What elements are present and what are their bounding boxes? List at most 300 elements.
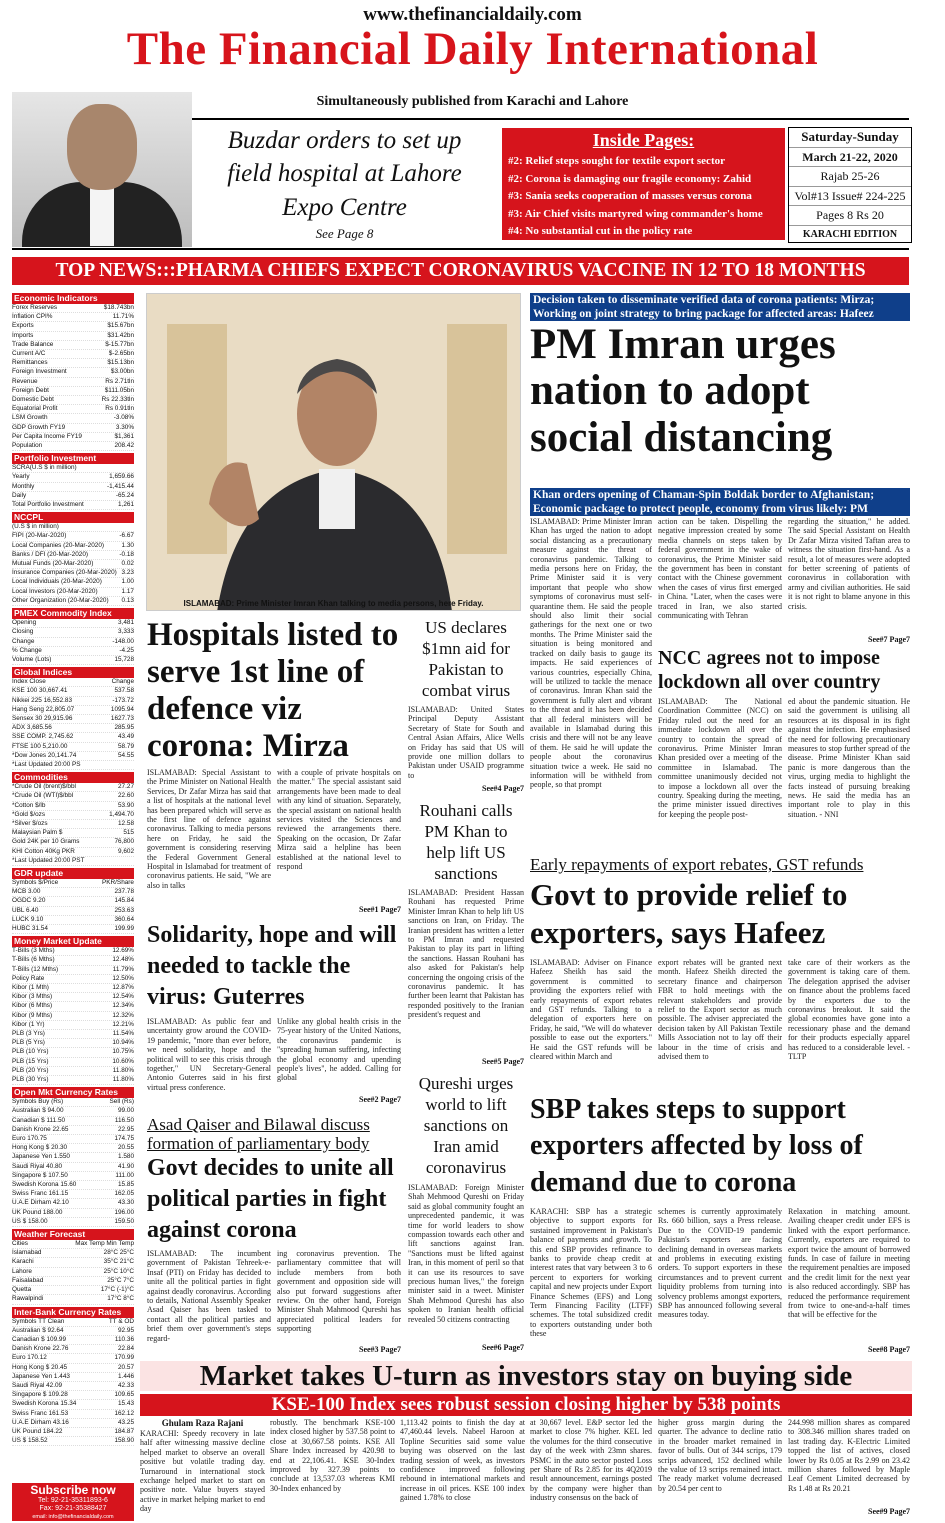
indicator-value: 3.23 [121,569,134,577]
indicator-row [12,332,134,341]
indicator-row [12,647,134,656]
subscribe-title: Subscribe now [30,1483,116,1497]
govt-kicker-1: Asad Qaiser and Bilawal discuss [147,1115,370,1134]
indicator-row [12,907,134,916]
indicator-label: Japanese Yen 1.550 [12,1153,70,1161]
indicator-row [12,1218,134,1227]
indicator-row [12,1021,134,1030]
indicator-value: 22.84 [118,1345,134,1353]
indicator-value: 11.79% [112,965,134,973]
indicator-row [12,838,134,847]
indicator-label: *Silver $/ozs [12,819,48,827]
indicator-row [12,341,134,350]
indicator-row [12,1117,134,1126]
indicator-value: 92.95 [118,1326,134,1334]
indicator-label: Monthly [12,482,35,490]
indicator-label: *Crude Oil (WTI)$/bbl [12,792,74,800]
indicator-row [12,656,134,665]
indicator-label: Trade Balance [12,340,54,348]
indicator-row [12,588,134,597]
indicator-value: Rs 2.71tln [105,377,134,385]
indicator-label: Australian $ 94.00 [12,1107,64,1115]
date-edition: KARACHI EDITION [802,228,898,240]
indicator-label: Change [12,637,35,645]
indicator-row [12,1318,134,1327]
exporters-headline: Govt to provide relief to exporters, says Hafeez [530,877,848,951]
indicator-value: 54.55 [118,751,134,759]
indicator-label: US $ 158.52 [12,1437,48,1445]
indicator-row [12,1240,134,1249]
indicator-row [12,1268,134,1277]
indicator-label: Forex Reserves [12,304,58,311]
indicator-row [12,368,134,377]
indicator-label: UBL 6.40 [12,906,39,914]
indicator-value: Rs 0.91tln [105,405,134,413]
indicator-label: Daily [12,491,27,499]
indicator-row [12,1249,134,1258]
indicator-label: Banks / DFI (20-Mar-2020) [12,550,89,558]
indicator-label: Kibor (1 Yr) [12,1020,45,1028]
indicator-row [12,1098,134,1107]
indicator-section-title: Portfolio Investment [12,453,134,464]
subscribe-tel: Tel: 92-21-35311893-6 [38,1497,108,1504]
indicator-label: Insurance Companies (20-Mar-2020) [12,569,117,577]
indicator-value: 111.00 [115,1171,134,1179]
indicator-label: Danish Krone 22.65 [12,1125,69,1133]
indicator-value: -148.00 [112,637,134,645]
indicator-label: UK Pound 184.22 [12,1427,63,1435]
indicator-row [12,1437,134,1446]
indicator-label: Total Portfolio Investment [12,501,84,509]
indicator-row [12,761,134,770]
exporters-col-1: ISLAMABAD: Adviser on Finance Hafeez Sheikh has said the government is committed to providing the exporters relief with early repayments of export rebates and GST refunds. Talking to a delegation of exporters here on Friday, he said, "We will do whatever possible to ease out the exporters." He said the GST refunds will be cleared within March and [530,958,652,1062]
indicator-label: *Crude Oil (brent)$/bbl [12,783,76,791]
indicator-value: 12.50% [112,974,134,982]
indicator-label: PLB (30 Yrs) [12,1076,49,1084]
indicator-section-title: Economic Indicators [12,293,134,304]
indicator-label: Cities [12,1240,28,1248]
indicator-label: Quetta [12,1286,32,1294]
indicator-label: Index Close [12,678,46,686]
indicator-label: Symbols $/Price [12,878,59,886]
indicator-row [12,1172,134,1181]
sbp-headline: SBP takes steps to support exporters affected by loss of demand due to corona [530,1094,863,1198]
indicator-value: $-15.77bn [105,340,134,348]
ncc-headline: NCC agrees not to impose lockdown all over country [658,647,881,693]
indicator-row [12,350,134,359]
indicator-value: 12.87% [112,984,134,991]
indicator-value: -65.24 [115,491,134,499]
indicator-label: Yearly [12,473,30,481]
indicator-value: -6.67 [119,532,134,540]
indicator-value: 158.90 [114,1437,134,1445]
indicator-section-title: Inter-Bank Currency Rates [12,1307,134,1318]
indicator-value: 10.75% [112,1048,134,1056]
subscribe-fax: Fax: 92-21-35388427 [39,1505,107,1512]
qureshi-body: ISLAMABAD: Foreign Minister Shah Mehmood Qureshi on Friday said as global community fought an unprecedented pandemic, it was time for world leaders to show compassion towards each other and lift sanctions against Iran. "Sanctions must be lifted against Iran, in this moment of peril so that it can use its resources to save precious human lives," the foreign minister said in a tweet. Minister Shah Mehmood Qureshi has also spoken to Iranian health official revealed 50 citizens contracting [408,1183,524,1324]
indicator-value: 15.85 [118,1181,134,1189]
indicator-row [12,378,134,387]
indicator-value: 110.36 [114,1335,134,1343]
indicator-value: 1.446 [118,1372,134,1380]
indicator-value: 3,333 [118,628,134,636]
indicator-label: ADX 3,685.56 [12,724,52,732]
indicator-value: 162.12 [114,1409,134,1417]
qureshi-headline: Qureshi urges world to lift sanctions on Iran amid coronavirus [418,1074,514,1177]
indicator-value: 15.43 [118,1400,134,1408]
indicator-row [12,1327,134,1336]
indicator-row [12,888,134,897]
indicator-row [12,811,134,820]
indicator-value: $111.05bn [104,386,134,394]
indicator-row [12,1076,134,1085]
indicator-label: LUCK 9.10 [12,915,44,923]
indicator-row [12,752,134,761]
indicator-value: 27.27 [118,783,134,791]
indicator-value: 12.69% [112,947,134,955]
indicator-value: 12.32% [112,1011,134,1019]
indicator-value: 1095.94 [110,705,134,713]
govt-col-2: ing coronavirus prevention. The parliamentary committee that will include members from both government and opposition side will also put forward suggestions after review. On the other hand, Foreign Minister Shah Mahmood Qureshi has appreciated political leaders for supporting [277,1249,401,1334]
indicator-label: Nikkei 225 16,552.83 [12,696,73,704]
indicator-row [12,829,134,838]
indicator-label: Equatorial Profit [12,405,58,413]
indicator-value: 43.49 [118,733,134,741]
inside-item: #4: No substantial cut in the policy rate [508,225,693,237]
indicator-label: Karachi [12,1258,34,1266]
indicator-row [12,619,134,628]
indicator-value: PKR/Share [102,878,134,886]
indicator-row [12,1419,134,1428]
indicator-row [12,1002,134,1011]
indicator-label: Japanese Yen 1.443 [12,1372,70,1380]
market-headline: Market takes U-turn as investors stay on buying side [140,1361,912,1391]
indicator-label: Kibor (3 Mths) [12,993,53,1001]
indicator-label: U.A.E Dirham 42.10 [12,1199,69,1207]
indicator-row [12,1107,134,1116]
indicator-row [12,897,134,906]
indicator-row [12,975,134,984]
indicator-label: Danish Krone 22.76 [12,1345,69,1353]
indicator-row [12,1364,134,1373]
indicator-value: 116.50 [114,1116,134,1124]
indicator-label: Population [12,442,43,450]
indicator-section-title: GDR update [12,868,134,879]
solidarity-see: See#2 Page7 [359,1095,401,1104]
indicator-value: 1,261 [118,501,134,509]
indicator-row [12,578,134,587]
indicator-label: Mutual Funds (20-Mar-2020) [12,560,94,568]
indicator-row [12,1410,134,1419]
indicator-row [12,1153,134,1162]
indicator-label: Local Companies (20-Mar-2020) [12,541,104,549]
indicator-value: Rs 22.33tln [101,396,134,404]
buzdar-headline: Buzdar orders to set up field hospital at Lahore Expo Centre [227,127,462,221]
indicator-label: Swedish Korona 15.34 [12,1400,77,1408]
solidarity-col-1: ISLAMABAD: As public fear and uncertainty grow around the COVID-19 pandemic, "more than ever before, we need solidarity, hope and the political will to see this crisis through together," UN Secretary-General Antonio Guterres said in his first virtual press conference. [147,1017,271,1092]
rouhani-body: ISLAMABAD: President Hassan Rouhani has requested Prime Minister Imran Khan to help lift US sanctions on Iran, on Friday. The Iranian president has written a letter to PM Imran and requested Pakistan to play its part in lifting the sanctions. Hassan Rouhani has also asked for Pakistan's help concerning the ongoing crisis of the coronavirus pandemic. It has further been learnt that Pakistan has responded positively to the Iranian president's request and [408,888,524,1020]
lead-col-1: ISLAMABAD: Prime Minister Imran Khan has urged the nation to adopt social distancing as a precautionary measure against the threat of coronavirus pandemic. Talking to media persons here on Friday, the Prime Minister said it is very important that people who show symptoms of coronavirus must self-quarantine them. He said the people should also limit their social gatherings for the next one or two months. The Prime Minister said the situation is being monitored and tracked on daily basis to gauge its impacts. He said experiences of various countries, especially China, will be utilized to tackle the menace of coronavirus. Imran Khan said the government is fully alert and vibrant to the threat and it has been decided that all federal ministers will be available in Islamabad during this crisis and there will not be any leave of them. He said he will update the people about the coronavirus situation twice a week. He said no information will be withheld from people, so that prompt [530,517,652,790]
indicator-value: 3.30% [115,423,134,431]
indicator-value: 1,659.66 [109,473,134,481]
indicator-row [12,925,134,934]
indicator-label: Canadian $ 109.99 [12,1335,67,1343]
indicator-value: 12.48% [112,956,134,964]
indicator-label: Per Capita Income FY19 [12,432,82,440]
indicator-value: 1.580 [118,1153,134,1161]
indicator-label: Malaysian Palm $ [12,829,63,837]
indicator-row [12,1012,134,1021]
indicator-value: 20.57 [118,1363,134,1371]
indicator-label: Foreign Investment [12,368,67,376]
indicator-value: Sell (Rs) [109,1098,134,1106]
rouhani-see: See#5 Page7 [482,1057,524,1066]
pm-photo [146,293,521,611]
indicator-label: UK Pound 188.00 [12,1208,63,1216]
indicator-row [12,359,134,368]
date-issue: Vol#13 Issue# 224-225 [789,187,911,207]
indicator-label: KSE 100 30,667.41 [12,687,68,695]
indicator-value: -173.72 [112,696,134,704]
lead-see: See#7 Page7 [868,635,910,644]
buzdar-see: See Page 8 [315,226,374,241]
sbp-col-3: Relaxation in matching amount. Availing cheaper credit under EFS is linked with the export performance. Currently, exporters are required to export twice the amount of borrowed funds. In case of failure in meeting the requirement penalties are imposed and the credit limit for the next year is also reduced accordingly. SBP has reduced the performance requirement from twice to one-and-a-half times that will be effective for the [788,1207,910,1320]
indicator-row [12,1277,134,1286]
indicator-row [12,569,134,578]
lead-headline: PM Imran urges nation to adopt social distancing [530,321,836,461]
date-pages: Pages 8 Rs 20 [789,206,911,226]
indicator-row [12,1135,134,1144]
indicator-row [12,1048,134,1057]
indicator-value: 99.00 [118,1107,134,1115]
inside-item: #3: Sania seeks cooperation of masses versus corona [508,190,752,202]
market-byline: Ghulam Raza Rajani [161,1418,244,1428]
indicator-row [12,387,134,396]
indicator-value: $3.00bn [110,368,134,376]
indicator-label: Opening [12,619,37,627]
indicator-row [12,628,134,637]
indicator-row [12,532,134,541]
us-body: ISLAMABAD: United States Principal Deputy Assistant Secretary of State for South and Central Asian Affairs, Alice Wells on Friday has said that US will provide one million dollars to Pakistan under USAID programme to [408,705,524,780]
indicator-value: 12.34% [112,1002,134,1010]
indicator-label: PLB (15 Yrs) [12,1057,49,1065]
indicator-section-title: Global Indices [12,667,134,678]
indicator-value: 253.63 [114,906,134,914]
inside-item: #2: Relief steps sought for textile export sector [508,155,725,167]
indicator-row [12,802,134,811]
indicator-row [12,783,134,792]
indicator-label: *Last Updated 20:00 PST [12,856,85,864]
inside-pages-title: Inside Pages: [592,130,695,150]
indicator-row [12,322,134,331]
indicator-row [12,1286,134,1295]
indicator-label: Local Individuals (20-Mar-2020) [12,578,102,586]
indicator-value: 184.87 [114,1427,134,1435]
indicator-label: Swedish Korona 15.60 [12,1181,77,1189]
photo-caption: ISLAMABAD: Prime Minister Imran Khan talking to media persons, here Friday. [183,599,484,608]
indicator-label: FTSE 100 5,210.00 [12,742,68,750]
indicator-row [12,1163,134,1172]
indicator-row [12,879,134,888]
indicator-label: Symbols Buy (Rs) [12,1098,64,1106]
indicator-row [12,542,134,551]
indicator-row [12,916,134,925]
indicator-value: 12.58 [118,819,134,827]
indicator-row [12,560,134,569]
indicator-label: FIPI (20-Mar-2020) [12,532,67,540]
indicator-value: 11.80% [112,1076,134,1084]
govt-col-1: ISLAMABAD: The incumbent government of Pakistan Tehreek-e-Insaf (PTI) on Friday has decided to unite all the political parties in fight against deadly coronavirus. According to details, National Assembly Speaker Asad Qaiser has been tasked to contact all the political parties and brief them over government's steps regard- [147,1249,271,1343]
indicator-row [12,1258,134,1267]
indicator-label: Foreign Debt [12,386,49,394]
indicator-row [12,523,134,532]
indicator-row [12,1400,134,1409]
indicator-label: PLB (20 Yrs) [12,1066,49,1074]
market-col-4: at 30,667 level. E&P sector led the market to close 7% higher. KEL led the volumes for the third consecutive day of the week with 23mn shares. PSMC in the auto sector posted Loss per Share of Rs 2.85 for its 4Q2019 result announcement, earnings posted by the company were higher than industry consensus on the back of [530,1418,652,1503]
indicator-label: KHI Cotton 40Kg PKR [12,847,75,855]
indicator-label: Local Investors (20-Mar-2020) [12,587,98,595]
indicator-row [12,638,134,647]
indicator-value: 360.64 [114,915,134,923]
indicator-label: Hong Kong $ 20.30 [12,1144,68,1152]
indicator-label: T-Bills (3 Mths) [12,947,55,955]
indicator-label: Euro 170.12 [12,1354,47,1362]
indicator-label: Domestic Debt [12,396,54,404]
indicator-label: Saudi Riyal 42.09 [12,1381,63,1389]
indicator-label: SSE COMP. 2,745.62 [12,733,74,741]
indicator-label: Remittances [12,359,48,367]
indicator-value: 537.58 [114,687,134,695]
dateline-box [788,127,912,243]
indicator-row [12,1345,134,1354]
date-date: March 21-22, 2020 [789,148,911,168]
exporters-col-2: export rebates will be granted next month. Hafeez Sheikh directed the secretary finance and chairperson FBR to hold meetings with the relevant stakeholders and provide relief to the Export sector as much possible. The adviser appreciated the decision taken by All Pakistan Textile Mills Association not to lay off their labour in the time of crisis and advised them to [658,958,782,1062]
indicator-row [12,1391,134,1400]
indicator-row [12,551,134,560]
indicator-value: 42.33 [118,1381,134,1389]
indicator-value: 1.30 [121,541,134,549]
qureshi-see: See#6 Page7 [482,1343,524,1352]
indicator-label: Kibor (9 Mths) [12,1011,53,1019]
solidarity-headline: Solidarity, hope and will needed to tackle the virus: Guterres [147,922,397,1011]
indicator-value: 196.00 [114,1208,134,1216]
masthead: The Financial Daily International [126,23,819,75]
indicator-row [12,1428,134,1437]
indicator-label: Swiss Franc 161.53 [12,1409,69,1417]
indicator-label: % Change [12,646,42,654]
indicator-label: Rawalpindi [12,1295,44,1303]
indicator-row [12,1058,134,1067]
indicator-value: -4.25 [119,646,134,654]
lead-col-2: action can be taken. Dispelling the negative impression created by some media channels on steps taken by federal government in the wake of coronavirus, the Prime Minister said the government has been in constant contact with the Chinese government when the cases of virus first emerged in China. "Later, when the cases were traced in Iran, we also started communicating with Tehran [658,517,782,621]
indicator-row [12,1354,134,1363]
indicator-row [12,464,134,473]
indicator-value: -1,415.44 [106,482,134,490]
indicator-row [12,820,134,829]
indicator-label: Canadian $ 111.50 [12,1116,66,1124]
indicator-label: *Dow Jones 20,141.74 [12,751,77,759]
indicator-value: 35°C 21°C [103,1258,134,1266]
indicator-row [12,304,134,313]
market-col-6: 244.998 million shares as compared to 308.346 million shares traded on last trading day. K-Electric Limited topped the list of actives, closed lower by Rs 0.05 at Rs 2.99 on 23.42 million shares followed by Maple Leaf Cement Limited decreased by Rs 1.48 at Rs 20.21 [788,1418,910,1493]
indicator-label: Exports [12,322,34,330]
indicator-value: 3,481 [118,619,134,627]
header-bottom-rule [12,248,909,250]
indicator-row [12,947,134,956]
indicator-row [12,473,134,482]
indicator-value: 11.54% [112,1030,134,1038]
indicator-value: 174.75 [114,1135,134,1143]
indicator-label: Euro 170.75 [12,1135,47,1143]
indicator-value: 0.13 [121,596,134,604]
date-day: Saturday-Sunday [789,128,911,148]
indicator-value: 10.94% [112,1039,134,1047]
market-col-3: 1,113.42 points to finish the day at 47,460.44 levels. Nabeel Haroon at Topline Securities said some value buying was observed on the last trading session of week, as investors confidence improved following rebound in international markets and increase in oil prices. KSE 100 index gained 1.78% to close [400,1418,525,1503]
indicator-label: Volume (Lots) [12,655,52,663]
indicator-value: 28°C 25°C [103,1249,134,1257]
indicator-row [12,1190,134,1199]
indicator-label: Symbols TT Clean [12,1317,65,1325]
indicator-value: 41.90 [118,1162,134,1170]
indicator-label: Closing [12,628,34,636]
indicator-label: OGDC 9.20 [12,897,46,905]
indicator-value: 11.71% [112,313,134,321]
indicator-value: 25°C 7°C [107,1276,134,1284]
indicator-row [12,678,134,687]
indicator-value: 17°C 8°C [107,1295,134,1303]
indicator-row [12,501,134,510]
indicator-label: Swiss Franc 161.15 [12,1190,69,1198]
indicator-row [12,966,134,975]
indicator-value: 515 [123,829,134,837]
indicator-value: 53.90 [118,801,134,809]
buzdar-photo [12,92,192,247]
indicator-label: Inflation CPI% [12,313,53,321]
sbp-col-2: schemes is currently approximately Rs. 660 billion, says a Press release. Due to the COVID-19 pandemic Pakistan's exporters are facing declining demand in overseas markets and problems in executing existing orders. To support exporters in these circumstances and to prevent current liquidity problems from turning into solvency problems amongst exporters, SBP has announced following several measures today. [658,1207,782,1320]
indicator-label: Kibor (1 Mth) [12,984,49,991]
exporters-kicker: Early repayments of export rebates, GST refunds [530,855,864,874]
indicator-label: Kibor (6 Mths) [12,1002,53,1010]
indicator-section-title: PMEX Commodity Index [12,608,134,619]
ncc-col-2: ed about the pandemic situation. He said the government is utilising all resources at its disposal in its fight against the infection. He emphasised the need for following precautionary measures to stop further spread of the disease. Prime Minister Khan said panic is more dangerous than the virus, urging media to highlight the facts instead of pursuing breaking news. He said the media has an important role to play in this situation. - NNI [788,697,910,819]
indicator-label: T-Bills (12 Mths) [12,965,59,973]
indicator-value: 12.21% [112,1020,134,1028]
indicator-label: MCB 3.00 [12,888,41,896]
indicator-row [12,1199,134,1208]
indicator-label: Hang Seng 22,805.07 [12,705,75,713]
ncc-col-1: ISLAMABAD: The National Coordination Committee (NCC) on Friday ruled out the need for an immediate lockdown all over the country to contain the spread of coronavirus. Prime Minister Imran Khan presided over a meeting of the committee in Islamabad. The committee unanimously decided not to impose a lockdown all over the country. Speaking during the meeting, the prime minister issued directives for keeping the people post- [658,697,782,819]
indicator-label: *Last Updated 20:00 PS [12,760,81,768]
indicator-label: Singapore $ 109.28 [12,1391,68,1399]
inside-item: #3: Air Chief visits martyred wing commander's home [508,207,763,220]
indicator-value: -0.18 [119,550,134,558]
indicator-label: *Cotton $/lb [12,801,46,809]
indicator-value: -3.08% [113,414,134,422]
indicator-value: $15.67bn [107,322,134,330]
indicator-row [12,1373,134,1382]
indicator-label: US $ 158.00 [12,1217,48,1225]
exporters-col-3: take care of their workers as the government is taking care of them. The delegation apprised the adviser on finance about the problems faced by the exporters due to the coronavirus breakout. It said the global economies have gone into a recessionary phase and the demand for their products especially apparel has reduced to a considerable level. - TLTP [788,958,910,1062]
indicator-label: Revenue [12,377,38,385]
indicator-value: 9,602 [118,847,134,855]
hospitals-col-2: with a couple of private hospitals on the matter." The special assistant said arrangements have been made to deal with any kind of situation. Separately, the special assistant on national health services visited the Sciences and reviewed the arrangements there. Speaking on the occasion, Dr Zafar Mirza said a helpline has been established at the national level to respond [277,768,401,872]
indicator-value: 10.60% [112,1057,134,1065]
indicator-section-title: Weather Forecast [12,1229,134,1240]
indicator-row [12,483,134,492]
indicator-label: *Gold $/ozs [12,810,46,818]
indicator-label: Gold 24K per 10 Grams [12,838,80,846]
indicator-value: $18.743bn [103,304,134,311]
